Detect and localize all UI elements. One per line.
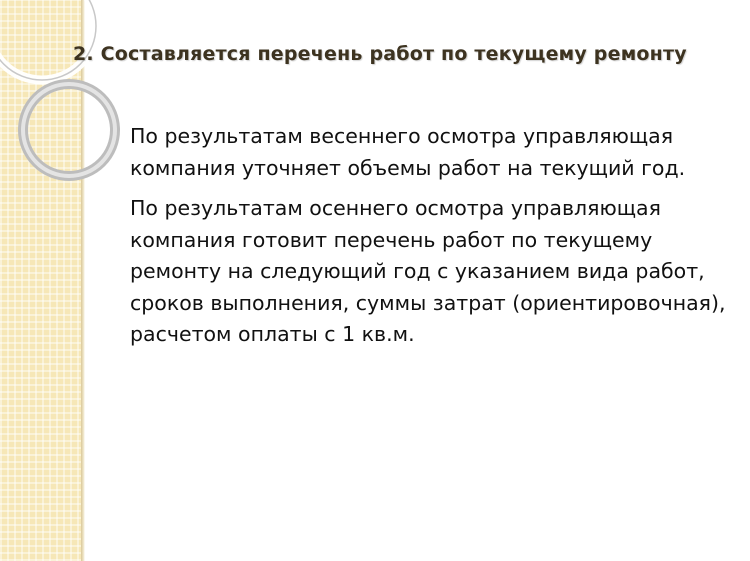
paragraph-spring-inspection: По результатам весеннего осмотра управляющая компания уточняет объемы работ на текущий год.	[130, 124, 686, 180]
decorative-ring-middle-highlight	[23, 84, 115, 176]
decorative-ring-top	[0, 0, 96, 80]
slide-title: 2. Составляется перечень работ по текущему ремонту	[73, 43, 687, 65]
paragraph-autumn-inspection: По результатам осеннего осмотра управляющая компания готовит перечень работ по текущему ремонту на следующий год с указанием вида работ, сроков выполнения, суммы затрат (ориентировочная), расчетом оплаты с 1 кв.м.	[130, 196, 726, 346]
slide-body	[130, 121, 730, 360]
